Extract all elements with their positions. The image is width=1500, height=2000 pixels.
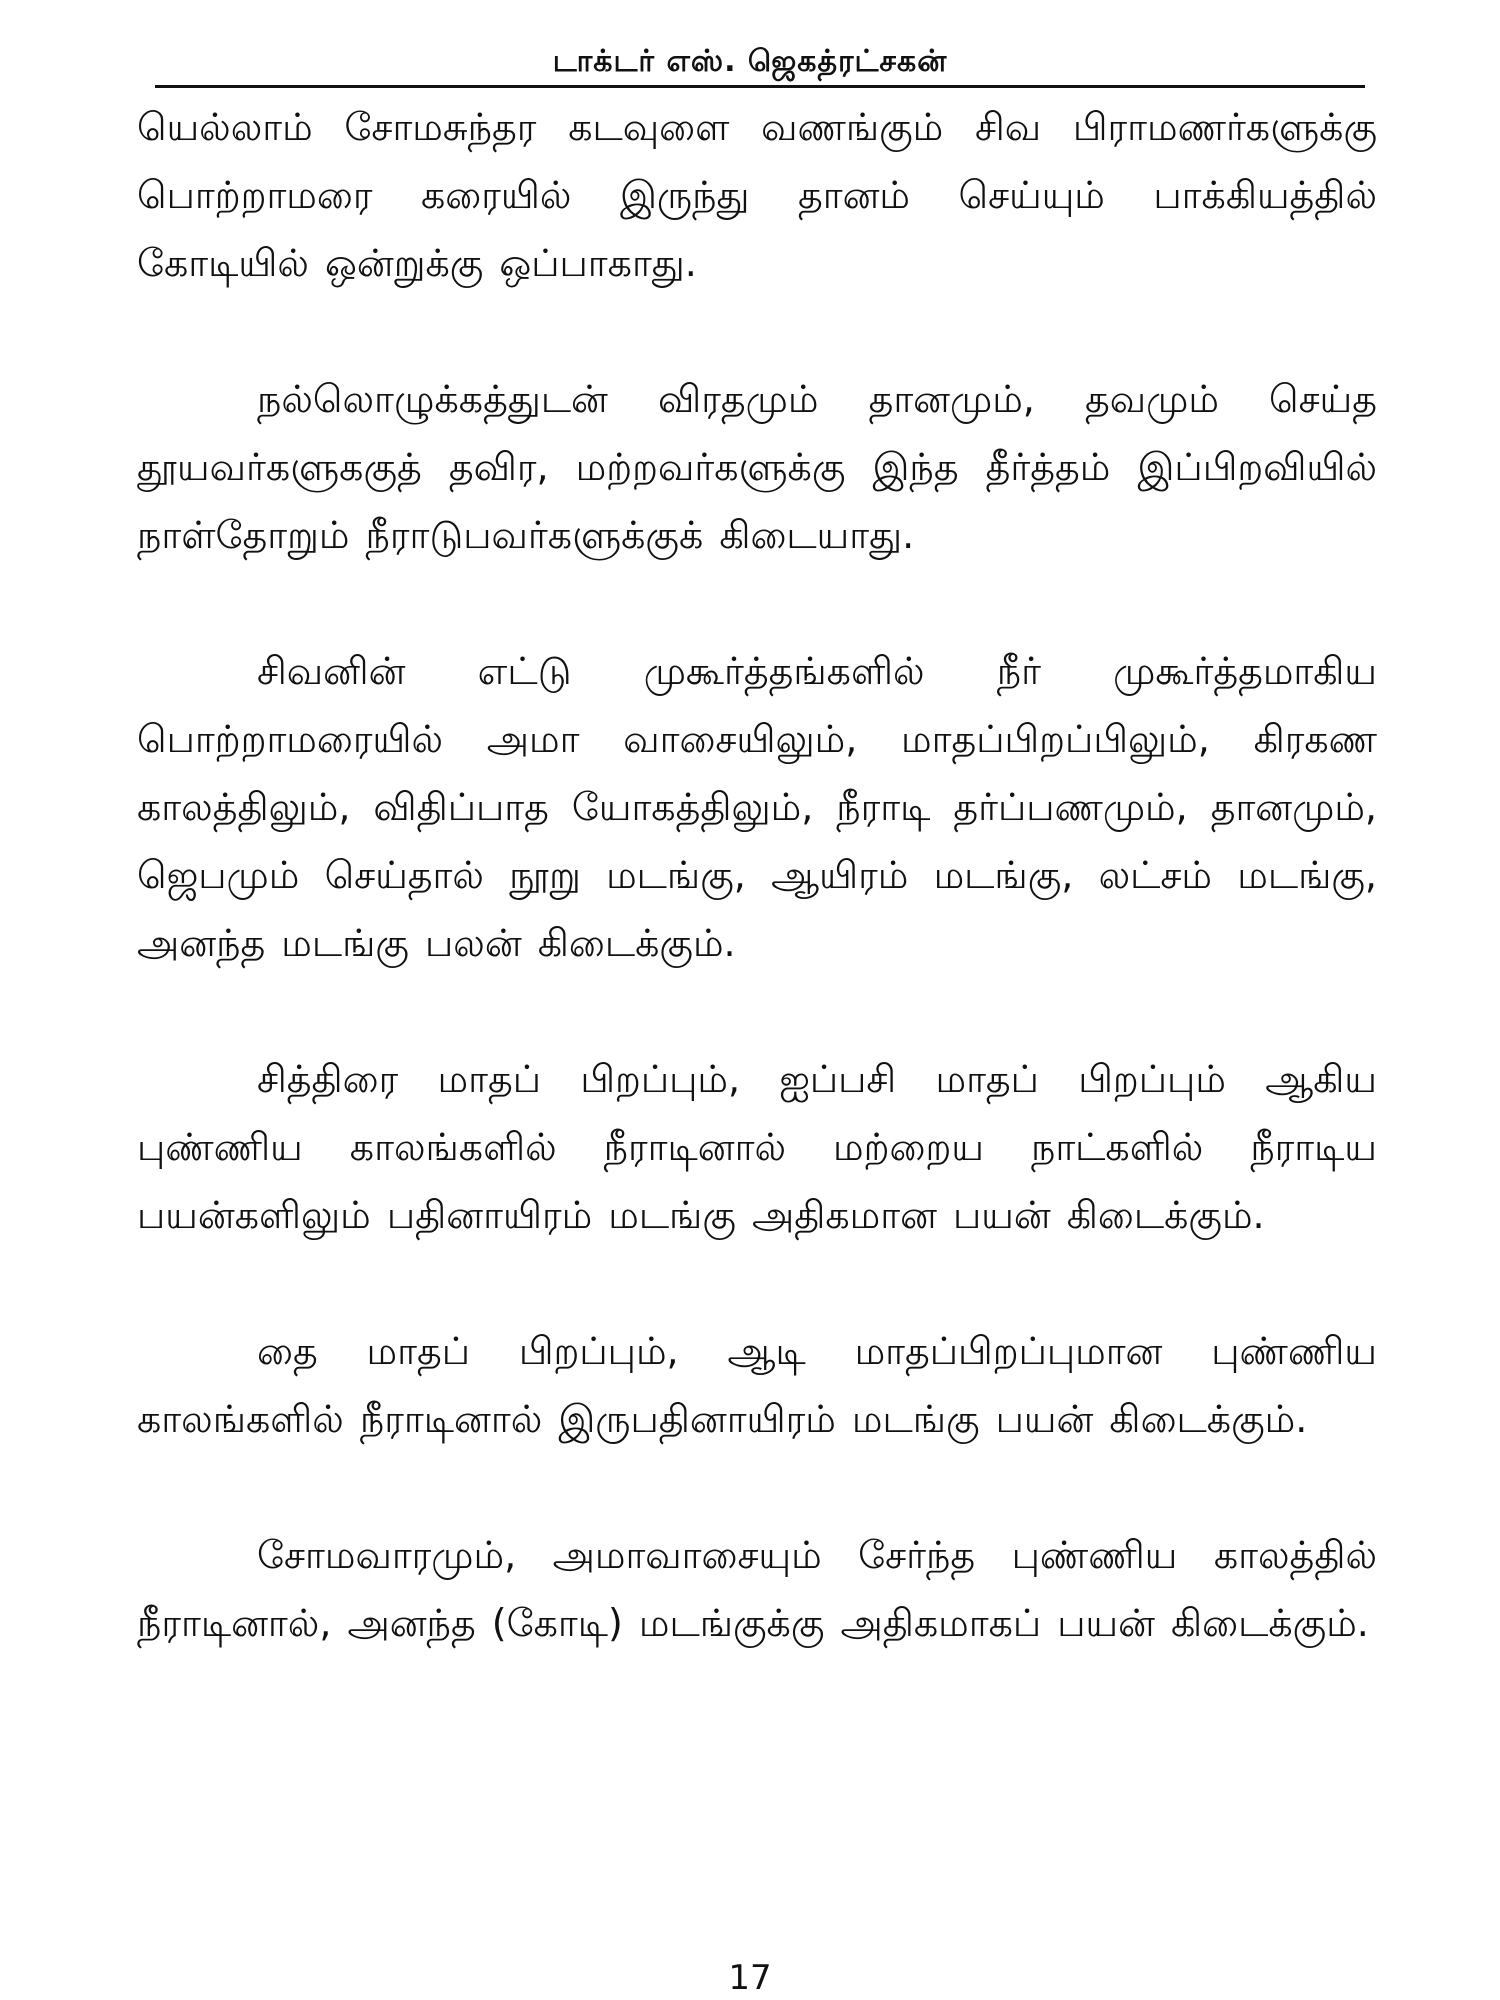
paragraph-6: சோமவாரமும், அமாவாசையும் சேர்ந்த புண்ணிய காலத்தில் நீராடினால், அனந்த (கோடி) மடங்குக்கு அதிகமாகப் பயன் கிடைக்கும்.	[137, 1533, 1377, 1645]
page-body	[137, 93, 1377, 1725]
paragraph-3: சிவனின் எட்டு முகூர்த்தங்களில் நீர் முகூர்த்தமாகிய பொற்றாமரையில் அமா வாசையிலும், மாதப்பிறப்பிலும், கிரகண காலத்திலும், விதிப்பாத யோகத்திலும், நீராடி தர்ப்பணமும், தானமும், ஜெபமும் செய்தால் நூறு மடங்கு, ஆயிரம் மடங்கு, லட்சம் மடங்கு, அனந்த மடங்கு பலன் கிடைக்கும்.	[137, 649, 1377, 965]
header-divider	[155, 85, 1365, 88]
paragraph-4: சித்திரை மாதப் பிறப்பும், ஐப்பசி மாதப் பிறப்பும் ஆகிய புண்ணிய காலங்களில் நீராடினால் மற்றைய நாட்களில் நீராடிய பயன்களிலும் பதினாயிரம் மடங்கு அதிகமான பயன் கிடைக்கும்.	[137, 1057, 1377, 1237]
paragraph-1: யெல்லாம் சோமசுந்தர கடவுளை வணங்கும் சிவ பிராமணர்களுக்கு பொற்றாமரை கரையில் இருந்து தானம் செய்யும் பாக்கியத்தில் கோடியில் ஒன்றுக்கு ஒப்பாகாது.	[137, 105, 1377, 285]
page-number: 17	[728, 1958, 772, 1998]
running-header: டாக்டர் எஸ். ஜெகத்ரட்சகன்	[552, 44, 948, 79]
paragraph-2: நல்லொழுக்கத்துடன் விரதமும் தானமும், தவமும் செய்த தூயவர்களுககுத் தவிர, மற்றவர்களுக்கு இந்த தீர்த்தம் இப்பிறவியில் நாள்தோறும் நீராடுபவர்களுக்குக் கிடையாது.	[137, 377, 1377, 557]
paragraph-5: தை மாதப் பிறப்பும், ஆடி மாதப்பிறப்புமான புண்ணிய காலங்களில் நீராடினால் இருபதினாயிரம் மடங்கு பயன் கிடைக்கும்.	[137, 1329, 1377, 1441]
